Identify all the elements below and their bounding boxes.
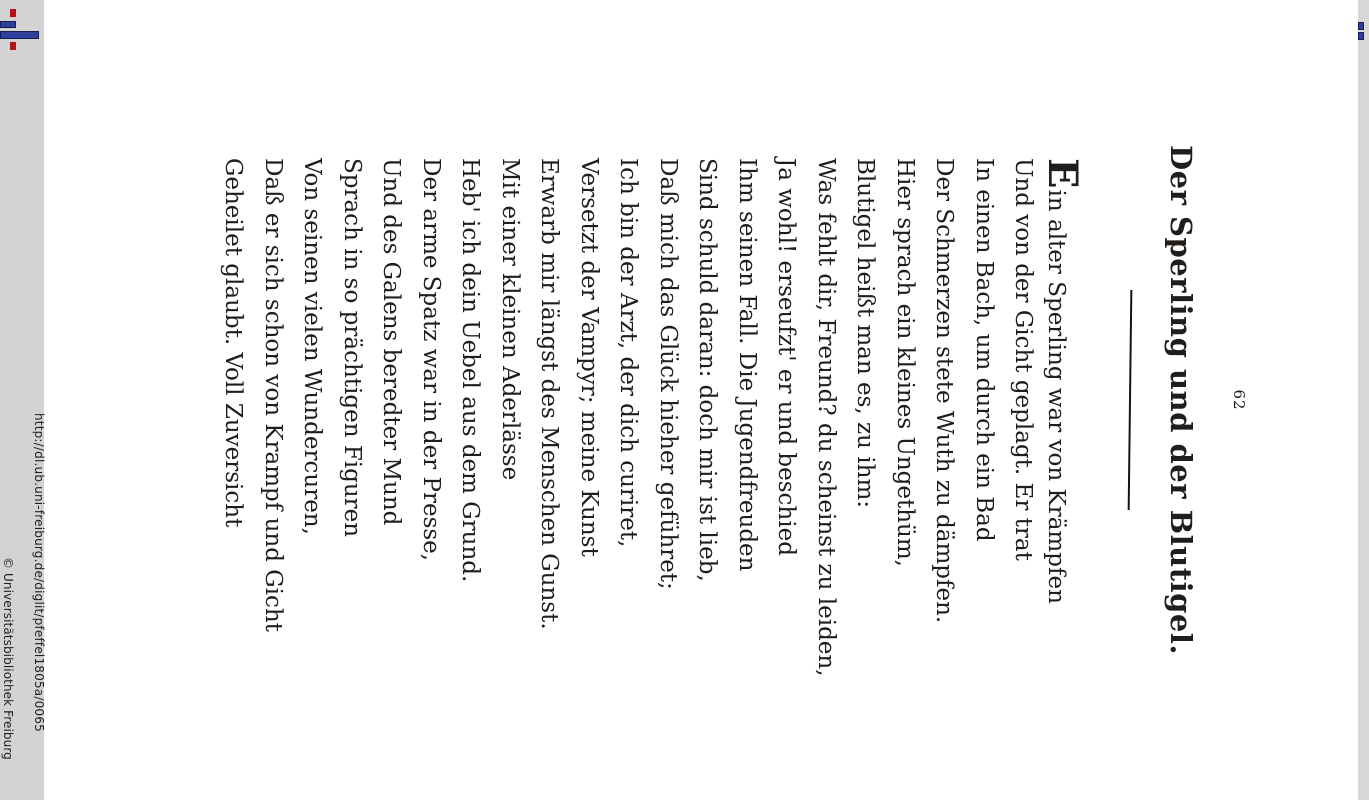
poem-line: Was fehlt dir, Freund? du scheinst zu leiden, [813,158,839,677]
page-number: 62 [1230,389,1248,411]
poem-line: Sprach in so prächtigen Figuren [339,158,365,538]
registration-red-square-top-icon [10,9,16,17]
book-page-scan [210,0,1250,800]
title-divider-rule [1128,290,1133,510]
poem-line: Hier sprach ein kleines Ungethüm, [892,158,918,567]
poem-line: Daß er sich schon von Krampf und Gicht [260,158,286,632]
copyright-watermark: © Universitätsbibliothek Freiburg [1,557,15,760]
poem-line: Mit einer kleinen Aderlässe [497,158,523,481]
poem-line: Erwarb mir längst des Menschen Gunst. [536,158,563,630]
registration-fragment-top-icon [1358,22,1364,30]
poem-line: Ich bin der Arzt, der dich curiret, [615,158,642,548]
scanner-right-strip [1358,0,1369,800]
poem-line: Ja wohl! erseufzt' er und beschied [773,158,800,556]
poem-line: Sind schuld daran: doch mir ist lieb, [694,158,721,582]
poem-line: Ihm seinen Fall. Die Jugendfreuden [734,158,760,572]
registration-blue-bar-short-icon [0,21,16,28]
source-url-watermark: http://dl.ub.uni-freiburg.de/diglit/pfeffel1805a/0065 [32,413,46,732]
registration-fragment-bottom-icon [1358,32,1364,40]
poem-line: Ein alter Sperling war von Krämpfen [1039,158,1086,604]
poem-line: Geheilet glaubt. Voll Zuversicht [220,158,247,528]
poem-line: Blutigel heißt man es, zu ihm: [852,158,879,509]
poem-line: In einen Bach, um durch ein Bad [971,158,997,542]
poem-line: Heb' ich dein Uebel aus dem Grund. [457,158,484,583]
poem-line: Daß mich das Glück hieher geführet; [655,158,681,590]
poem-line: Und des Galens beredter Mund [378,158,405,526]
registration-red-square-bottom-icon [10,42,16,50]
registration-blue-bar-long-icon [0,31,39,39]
poem-line: Von seinen vielen Wundercuren, [299,158,326,535]
poem-line: Der Schmerzen stete Wuth zu dämpfen. [931,158,958,624]
poem-text [213,158,1086,770]
page-title: Der Sperling und der Blutigel. [1164,145,1198,655]
poem-line: Versetzt der Vampyr; meine Kunst [576,158,602,557]
poem-line: Der arme Spatz war in der Presse, [418,158,444,562]
poem-line: Und von der Gicht geplagt. Er trat [1010,158,1037,561]
